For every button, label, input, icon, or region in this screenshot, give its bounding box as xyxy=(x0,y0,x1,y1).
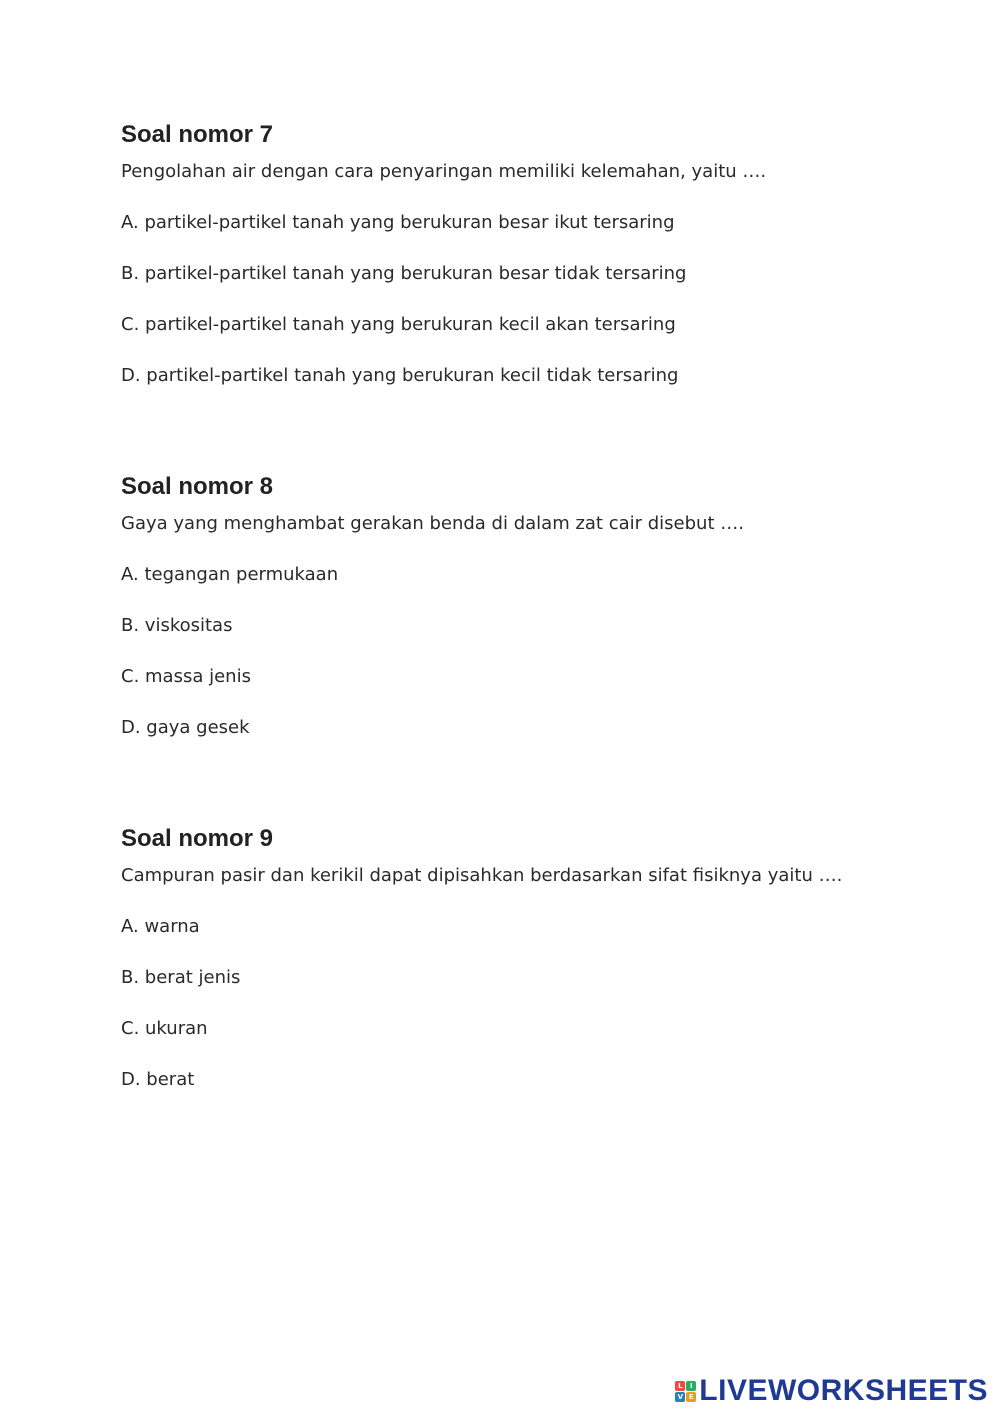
logo-cell: V xyxy=(675,1392,685,1402)
question-block-9 xyxy=(121,824,941,1092)
question-title: Soal nomor 9 xyxy=(121,825,274,852)
question-text: Pengolahan air dengan cara penyaringan memiliki kelemahan, yaitu …. xyxy=(121,161,767,182)
logo-cell: I xyxy=(686,1381,696,1391)
question-block-7 xyxy=(121,120,941,388)
answer-option-c: C. massa jenis xyxy=(121,666,251,687)
answer-option-b: B. viskositas xyxy=(121,615,233,636)
answer-option-a: A. partikel-partikel tanah yang berukuran besar ikut tersaring xyxy=(121,212,675,233)
question-title: Soal nomor 7 xyxy=(121,121,274,148)
answer-option-b: B. partikel-partikel tanah yang berukuran besar tidak tersaring xyxy=(121,263,687,284)
answer-option-d: D. berat xyxy=(121,1069,195,1090)
question-title: Soal nomor 8 xyxy=(121,473,274,500)
answer-option-a: A. tegangan permukaan xyxy=(121,564,339,585)
logo-cell: L xyxy=(675,1381,685,1391)
liveworksheets-logo-icon xyxy=(675,1381,696,1402)
question-text: Gaya yang menghambat gerakan benda di dalam zat cair disebut …. xyxy=(121,513,744,534)
question-block-8 xyxy=(121,472,941,740)
answer-option-c: C. ukuran xyxy=(121,1018,208,1039)
answer-option-d: D. partikel-partikel tanah yang berukuran kecil tidak tersaring xyxy=(121,365,679,386)
logo-wordmark: LIVEWORKSHEETS xyxy=(699,1374,988,1407)
question-text: Campuran pasir dan kerikil dapat dipisahkan berdasarkan sifat fisiknya yaitu …. xyxy=(121,865,843,886)
logo-cell: E xyxy=(686,1392,696,1402)
answer-option-b: B. berat jenis xyxy=(121,967,241,988)
answer-option-c: C. partikel-partikel tanah yang berukuran kecil akan tersaring xyxy=(121,314,676,335)
liveworksheets-logo xyxy=(675,1374,988,1408)
answer-option-a: A. warna xyxy=(121,916,200,937)
answer-option-d: D. gaya gesek xyxy=(121,717,250,738)
